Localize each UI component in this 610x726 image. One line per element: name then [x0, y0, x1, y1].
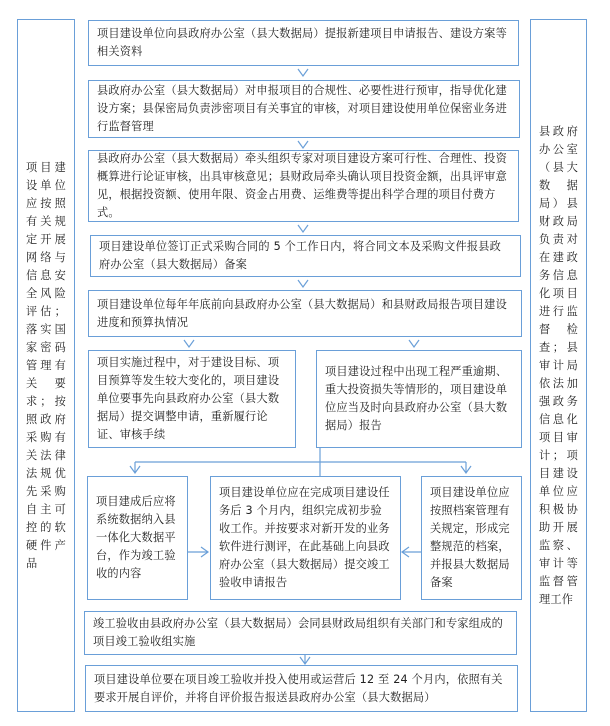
arrow-left-icon [402, 547, 421, 557]
left-note-text: 项目建设单位应按照有关规定开展网络与信息安全风险评估；落实国家密码管理有关要求；按照政府采购有关法律法规优先采购自主可控的软硬件产品 [26, 160, 66, 570]
step-archive-text: 项目建设单位应按照档案管理有关规定，形成完整规范的档案，并报县大数据局备案 [430, 486, 510, 589]
step-annual-report-text: 项目建设单位每年年底前向县政府办公室（县大数据局）和县财政局报告项目建设进度和预算执情况 [97, 297, 507, 329]
step-delay-text: 项目建设过程中出现工程严重逾期、重大投资损失等情形的，项目建设单位应当及时向县政府办公室（县大数据局）报告 [325, 365, 508, 432]
arrow-down-icon [409, 340, 419, 347]
step-change-text: 项目实施过程中，对于建设目标、项目预算等发生较大变化的，项目建设单位要事先向县政府办公室（县大数据局）提交调整申请，重新履行论证、审核手续 [97, 356, 280, 441]
arrow-down-icon [298, 141, 308, 148]
step-contract-text: 项目建设单位签订正式采购合同的 5 个工作日内，将合同文本及采购文件报县政府办公室（县大数据局）备案 [99, 240, 502, 271]
step-final-acceptance-text: 竣工验收由县政府办公室（县大数据局）会同县财政局组织有关部门和专家组成的项目竣工验收组实施 [93, 617, 503, 648]
right-note-text: 县政府办公室（县大数据局）县财政局负责对在建政务信息化项目进行监督检查；县审计局依法加强政务信息化项目审计；项目建设单位应积极协助开展监察、审计等监督管理工作 [539, 124, 578, 606]
arrow-down-icon [298, 280, 308, 287]
step-data-platform-text: 项目建成后应将系统数据纳入县一体化大数据平台，作为竣工验收的内容 [96, 495, 176, 580]
step-self-evaluation-text: 项目建设单位要在项目竣工验收并投入使用或运营后 12 至 24 个月内，依照有关要求开展自评价，并将自评价报告报送县政府办公室（县大数据局） [94, 672, 503, 704]
arrow-down-icon [298, 225, 308, 232]
arrow-down-icon [300, 655, 310, 664]
arrow-right-icon [188, 547, 208, 557]
step-apply-text: 项目建设单位向县政府办公室（县大数据局）提报新建项目申请报告、建设方案等相关资料 [97, 27, 507, 58]
branch-connector [130, 448, 471, 476]
step-preliminary-acceptance-text: 项目建设单位应在完成项目建设任务后 3 个月内，组织完成初步验收工作。并按要求对新开发的业务软件进行测评，在此基础上向县政府办公室（县大数据局）提交竣工验收申请报告 [219, 486, 390, 589]
step-evaluation-text: 县政府办公室（县大数据局）牵头组织专家对项目建设方案可行性、合理性、投资概算进行论证审核，出具审核意见；县财政局牵头确认项目投资金额，出具评审意见，根据投资额、使用年限、资金占用费、运维费等提出科学合理的项目付费方式。 [97, 152, 507, 219]
arrow-down-icon [184, 340, 194, 347]
step-pre-review-text: 县政府办公室（县大数据局）对申报项目的合规性、必要性进行预审，指导优化建设方案；县保密局负责涉密项目有关事宜的审核，对项目建设使用单位保密业务进行监督管理 [97, 84, 507, 133]
arrow-down-icon [298, 69, 308, 76]
